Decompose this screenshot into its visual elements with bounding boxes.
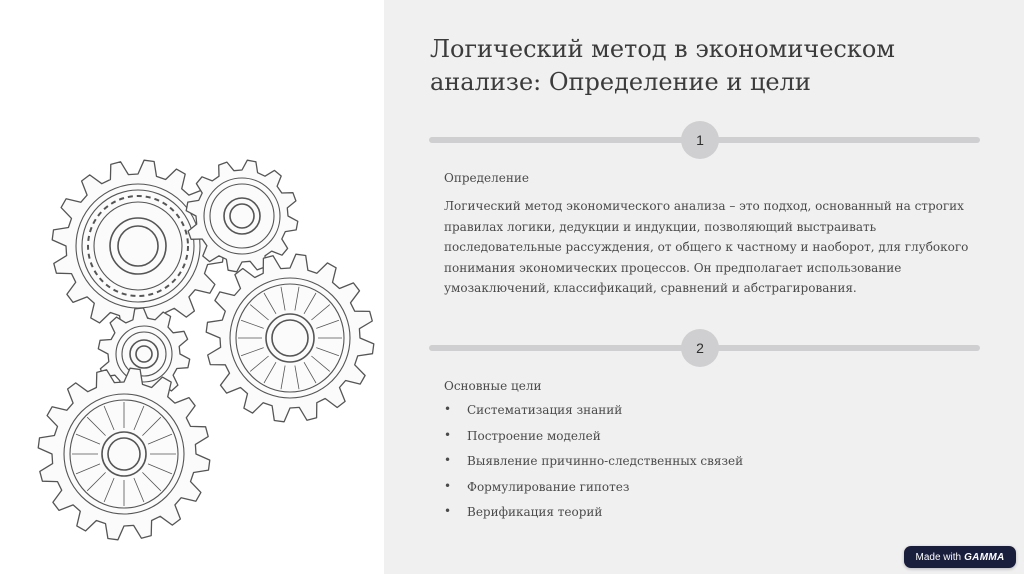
goal-text: Формулирование гипотез bbox=[467, 479, 630, 494]
illustration-panel bbox=[0, 0, 384, 574]
step-1-number: 1 bbox=[681, 121, 719, 159]
gear-icon bbox=[186, 160, 298, 272]
bullet-icon: • bbox=[444, 427, 452, 442]
goal-text: Верификация теорий bbox=[467, 505, 603, 520]
goals-list bbox=[444, 403, 743, 531]
goal-item bbox=[444, 454, 743, 480]
goal-item bbox=[444, 403, 743, 429]
goal-text: Выявление причинно-следственных связей bbox=[467, 454, 744, 469]
bullet-icon: • bbox=[444, 478, 452, 493]
badge-prefix: Made with bbox=[915, 551, 962, 563]
gamma-logo: GAMMA bbox=[964, 551, 1005, 563]
page-title: Логический метод в экономическом анализе: Определение и цели bbox=[430, 35, 895, 96]
goal-text: Построение моделей bbox=[467, 428, 601, 443]
main-content bbox=[384, 0, 1024, 574]
goal-item bbox=[444, 429, 743, 455]
bullet-icon: • bbox=[444, 453, 452, 468]
made-with-gamma-badge[interactable] bbox=[904, 546, 1016, 568]
gears-illustration bbox=[0, 0, 384, 574]
definition-text: Логический метод экономического анализа – это подход, основанный на строгих правилах логики, дедукции и индукции, позволяющий выстраивать последовательные рассуждения, от общего к частному и наоборот, для глубокого понимания экономических процессов. Он предполагает использование умозаключений, классификаций, сравнений и абстрагирования. bbox=[444, 199, 969, 296]
gear-icon bbox=[206, 254, 374, 422]
bullet-icon: • bbox=[444, 504, 452, 519]
definition-heading: Определение bbox=[444, 171, 529, 185]
goal-text: Систематизация знаний bbox=[467, 403, 623, 417]
bullet-icon: • bbox=[444, 402, 452, 416]
goals-heading: Основные цели bbox=[444, 379, 542, 393]
goal-item bbox=[444, 505, 743, 531]
step-2-number: 2 bbox=[681, 329, 719, 367]
goal-item bbox=[444, 480, 743, 506]
